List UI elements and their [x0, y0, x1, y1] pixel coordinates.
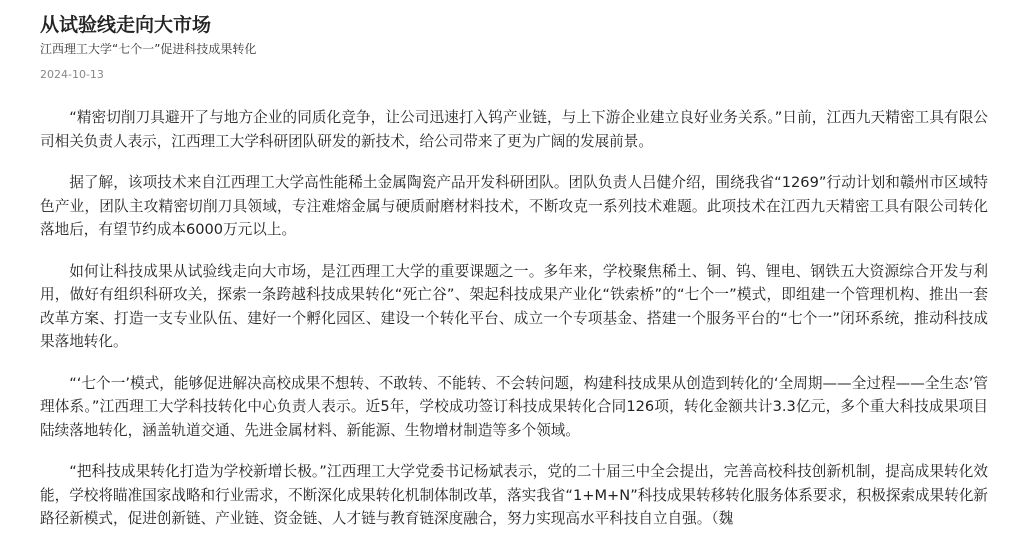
paragraph: “把科技成果转化打造为学校新增长极。”江西理工大学党委书记杨斌表示，党的二十届三中全会提出，完善高校科技创新机制，提高成果转化效能，学校将瞄准国家战略和行业需求，不断深化成果转化机制体制改革，落实我省“1+M+N”科技成果转移转化服务体系要求，积极探索成果转化新路径新模式，促进创新链、产业链、资金链、人才链与教育链深度融合，努力实现高水平科技自立自强。（魏: [40, 463, 989, 527]
paragraph: “精密切削刀具避开了与地方企业的同质化竞争，让公司迅速打入钨产业链，与上下游企业建立良好业务关系。”日前，江西九天精密工具有限公司相关负责人表示，江西理工大学科研团队研发的新技术，给公司带来了更为广阔的发展前景。: [40, 109, 988, 150]
paragraph: 如何让科技成果从试验线走向大市场，是江西理工大学的重要课题之一。多年来，学校聚焦稀土、铜、钨、锂电、钢铁五大资源综合开发与利用，做好有组织科研攻关，探索一条跨越科技成果转化“死亡谷”、架起科技成果产业化“铁索桥”的“七个一”模式，即组建一个管理机构、推出一套改革方案、打造一支专业队伍、建好一个孵化园区、建设一个转化平台、成立一个专项基金、搭建一个服务平台的“七个一”闭环系统，推动科技成果落地转化。: [40, 262, 988, 350]
paragraph: 据了解，该项技术来自江西理工大学高性能稀土金属陶瓷产品开发科研团队。团队负责人吕健介绍，围绕我省“1269”行动计划和赣州市区域特色产业，团队主攻精密切削刀具领域，专注难熔金属与硬质耐磨材料技术，不断攻克一系列技术难题。此项技术在江西九天精密工具有限公司转化落地后，有望节约成本6000万元以上。: [40, 174, 988, 238]
publish-date: 2024-10-13: [40, 68, 104, 81]
article-subtitle: 江西理工大学“七个一”促进科技成果转化: [40, 42, 257, 56]
paragraph: “‘七个一’模式，能够促进解决高校成果不想转、不敢转、不能转、不会转问题，构建科技成果从创造到转化的‘全周期——全过程——全生态’管理体系。”江西理工大学科技转化中心负责人表示。近5年，学校成功签订科技成果转化合同126项，转化金额共计3.3亿元，多个重大科技成果项目陆续落地转化，涵盖轨道交通、先进金属材料、新能源、生物增材制造等多个领域。: [40, 374, 988, 439]
article-title: 从试验线走向大市场: [40, 14, 212, 36]
article-body: [40, 106, 988, 549]
